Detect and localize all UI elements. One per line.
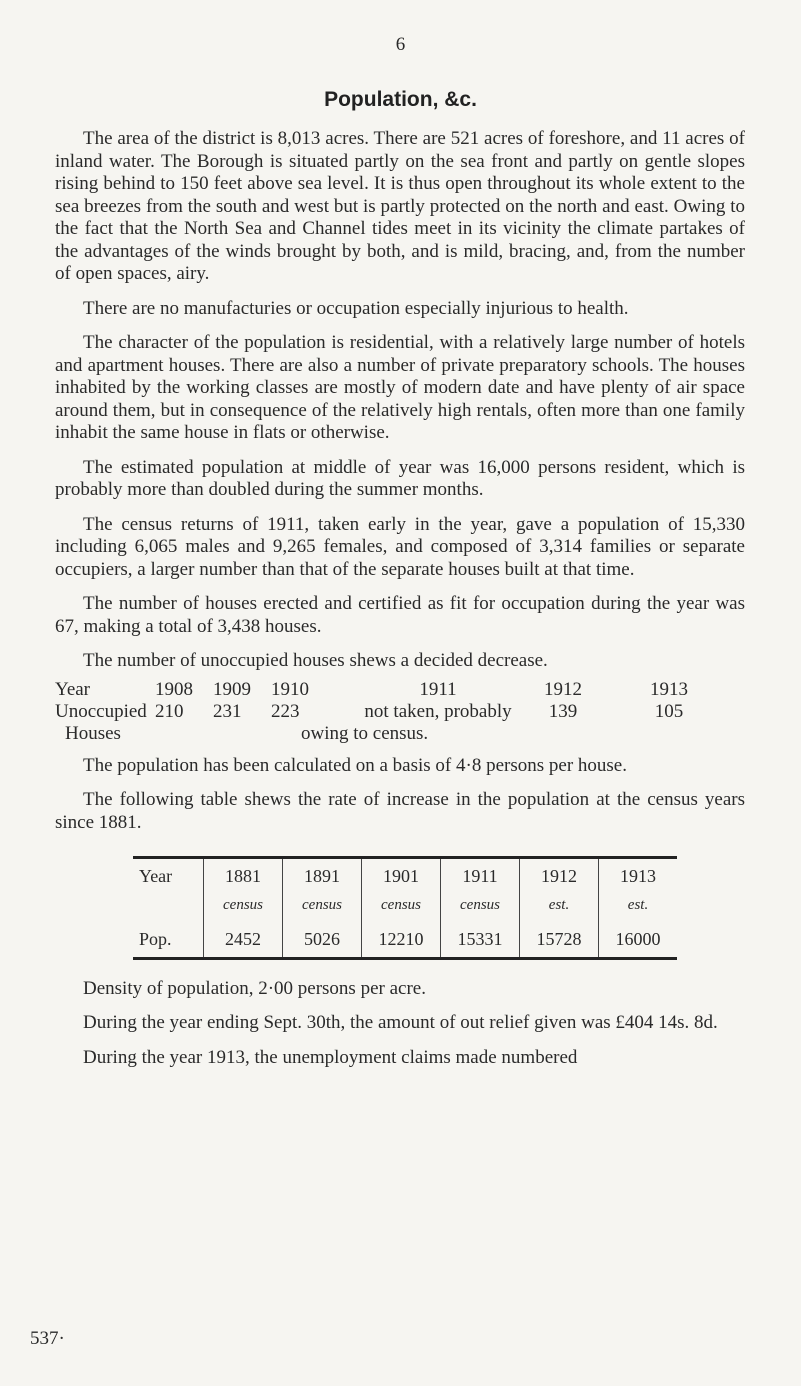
section-heading: Population, &c. (324, 88, 477, 111)
census-type: est. (599, 894, 678, 923)
census-year: 1891 (283, 858, 362, 894)
paragraph-unemployment: During the year 1913, the unemployment claims made numbered (83, 1046, 578, 1068)
year-cell: 1910 (271, 678, 309, 700)
value-cell: 105 (654, 700, 684, 722)
census-year: 1913 (599, 858, 678, 894)
paragraph-census-returns: The census returns of 1911, taken early in the year, gave a population of 15,330 including 6,065 males and 9,265 females, and composed of 3,314 families or separate occupiers, a larger number than that of the separate houses built at that time. (55, 513, 745, 580)
census-year: 1912 (520, 858, 599, 894)
paragraph-houses-erected: The number of houses erected and certified as fit for occupation during the year was 67, making a total of 3,438 houses. (55, 593, 745, 637)
table-row (55, 701, 745, 723)
value-cell: 231 (213, 700, 242, 722)
census-year: 1911 (441, 858, 520, 894)
row-label: Unoccupied (55, 700, 147, 722)
body-text (55, 128, 745, 1081)
paragraph-table-intro: The following table shews the rate of increase in the population at the census years since 1881. (55, 789, 745, 833)
table-note: owing to census. (301, 722, 429, 744)
census-pop: 2452 (204, 922, 283, 958)
census-pop: 16000 (599, 922, 678, 958)
year-label: Year (133, 858, 204, 894)
paragraph-density: Density of population, 2·00 persons per acre. (83, 977, 426, 999)
page-number: 6 (395, 34, 406, 55)
value-cell: not taken, probably (364, 700, 512, 722)
census-pop: 12210 (362, 922, 441, 958)
census-table (133, 856, 677, 960)
paragraph-estimate: The estimated population at middle of year was 16,000 persons resident, which is probably more than doubled during the summer months. (55, 456, 745, 500)
value-cell: 139 (548, 700, 578, 722)
census-year: 1901 (362, 858, 441, 894)
pop-label: Pop. (133, 922, 204, 958)
year-cell: 1908 (155, 678, 193, 700)
value-cell: 223 (271, 700, 300, 722)
census-type: census (441, 894, 520, 923)
year-cell: 1912 (544, 678, 582, 700)
year-cell: 1911 (419, 678, 457, 700)
census-type: census (204, 894, 283, 923)
paragraph-out-relief: During the year ending Sept. 30th, the amount of out relief given was £404 14s. 8d. (83, 1012, 718, 1033)
row-label: Year (55, 678, 91, 700)
census-type: census (283, 894, 362, 923)
unoccupied-houses-table (55, 679, 745, 745)
census-pop: 15728 (520, 922, 599, 958)
value-cell: 210 (155, 700, 184, 722)
census-pop: 5026 (283, 922, 362, 958)
paragraph-character: The character of the population is residential, with a relatively large number of hotels and apartment houses. There are also a number of private preparatory schools. The houses inhabited by the working classes are mostly of modern date and have plenty of air space around them, but in consequence of the relatively high rentals, often more than one family inhabit the same house in flats or otherwise. (55, 332, 745, 443)
row-label: Houses (65, 722, 121, 744)
census-pop: 15331 (441, 922, 520, 958)
table-row (133, 922, 677, 958)
census-type: census (362, 894, 441, 923)
paragraph-basis: The population has been calculated on a basis of 4·8 persons per house. (83, 754, 627, 776)
table-row (133, 894, 677, 923)
paragraph-unoccupied: The number of unoccupied houses shews a decided decrease. (83, 650, 548, 671)
table-row (55, 679, 745, 701)
paragraph-area: The area of the district is 8,013 acres. There are 521 acres of foreshore, and 11 acres of inland water. The Borough is situated partly on the sea front and partly on gentle slopes rising behind to 150 feet above sea level. It is thus open throughout its whole extent to the sea breezes from the south and west but is partly protected on the north and east. Owing to the fact that the North Sea and Channel tides meet in its vicinity the climate partakes of the advantages of the winds brought by both, and is mild, bracing, and, from the number of open spaces, airy. (55, 128, 745, 284)
year-cell: 1913 (650, 678, 688, 700)
footer-number: 537· (30, 1328, 65, 1349)
census-year: 1881 (204, 858, 283, 894)
paragraph-occupation: There are no manufacturies or occupation especially injurious to health. (83, 297, 629, 319)
year-cell: 1909 (213, 678, 251, 700)
table-row (133, 858, 677, 894)
census-type: est. (520, 894, 599, 923)
table-row (55, 723, 745, 745)
